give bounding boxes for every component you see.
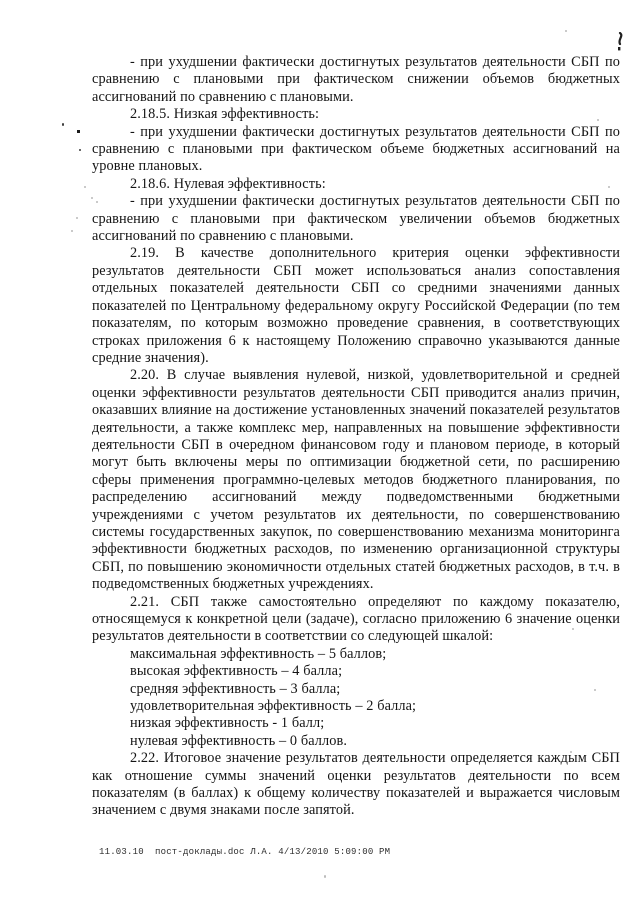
scale-item-5-ballov: максимальная эффективность – 5 баллов; — [130, 645, 387, 662]
scan-speck — [76, 217, 78, 219]
bullet-paragraph-2-18-5: - при ухудшении фактически достигнутых результатов деятельности СБП по сравнению с плановыми при фактическом объеме бюджетных ассигнований на уровне плановых. — [92, 123, 620, 175]
paragraph-2-21: 2.21. СБП также самостоятельно определяют по каждому показателю, относящемуся к конкретной цели (задаче), согласно приложению 6 значение оценки результатов деятельности в соответствии со следующей шкалой: — [92, 593, 620, 645]
scale-item-3-balla: средняя эффективность – 3 балла; — [130, 680, 341, 697]
scan-speck — [77, 130, 80, 133]
section-2-18-6-heading: 2.18.6. Нулевая эффективность: — [130, 175, 326, 192]
paragraph-2-20: 2.20. В случае выявления нулевой, низкой, удовлетворительной и средней оценки эффективности результатов деятельности СБП приводится анализ причин, оказавших влияние на достижение установленных значений показателей результатов деятельности, а также комплекс мер, направленных на повышение эффективности деятельности СБП в очередном финансовом году и плановом периоде, в который могут быть включены меры по оптимизации бюджетной сети, по расширению сферы применения программно-целевых методов бюджетного планирования, по распределению ассигнований между подведомственными бюджетными учреждениями с учетом результатов их деятельности, по совершенствованию системы государственных закупок, по совершенствованию механизма мониторинга эффективности бюджетных расходов, по изменению организационной структуры СБП, по повышению экономичности отдельных статей бюджетных расходов, в т.ч. в подведомственных бюджетных учреждениях. — [92, 367, 620, 593]
handwritten-scribble-icon — [614, 32, 626, 56]
document-body — [92, 54, 620, 820]
bullet-paragraph-2-18-6: - при ухудшении фактически достигнутых результатов деятельности СБП по сравнению с плановыми при фактическом увеличении объемов бюджетных ассигнований по сравнению с плановыми. — [92, 193, 620, 245]
paragraph-2-22: 2.22. Итоговое значение результатов деятельности определяется каждым СБП как отношение суммы значений оценки результатов деятельности по всем показателям (в баллах) к общему количеству показателей и выражается числовым значением с двумя знаками после запятой. — [92, 750, 620, 819]
scan-speck — [71, 230, 73, 232]
paragraph-2-19: 2.19. В качестве дополнительного критерия оценки эффективности результатов деятельности СБП может использоваться анализ сопоставления отдельных показателей деятельности СБП со средними значениями данных показателей по Центральному федеральному округу Российской Федерации (по тем показателям, по которым возможно проведение сравнения, в соответствующих строках приложения 6 к настоящему Положению справочно указываются данные средние значения). — [92, 245, 620, 366]
scale-item-1-ball: низкая эффективность - 1 балл; — [130, 715, 325, 732]
scale-item-4-balla: высокая эффективность – 4 балла; — [130, 663, 343, 680]
scale-item-2-balla: удовлетворительная эффективность – 2 балла; — [130, 698, 417, 715]
footer-stamp: 11.03.10 пост-доклады.doc Л.А. 4/13/2010 5:09:00 PM — [99, 847, 391, 857]
section-2-18-5-heading: 2.18.5. Низкая эффективность: — [130, 106, 320, 123]
scan-speck — [84, 186, 86, 188]
scan-speck — [79, 149, 81, 151]
scan-speck — [62, 123, 64, 126]
scale-item-0-ballov: нулевая эффективность – 0 баллов. — [130, 732, 348, 749]
scan-speck — [324, 875, 326, 878]
scan-speck — [565, 30, 567, 32]
bullet-paragraph-snizhenie: - при ухудшении фактически достигнутых результатов деятельности СБП по сравнению с плановыми при фактическом снижении объемов бюджетных ассигнований по сравнению с плановыми. — [92, 54, 620, 105]
